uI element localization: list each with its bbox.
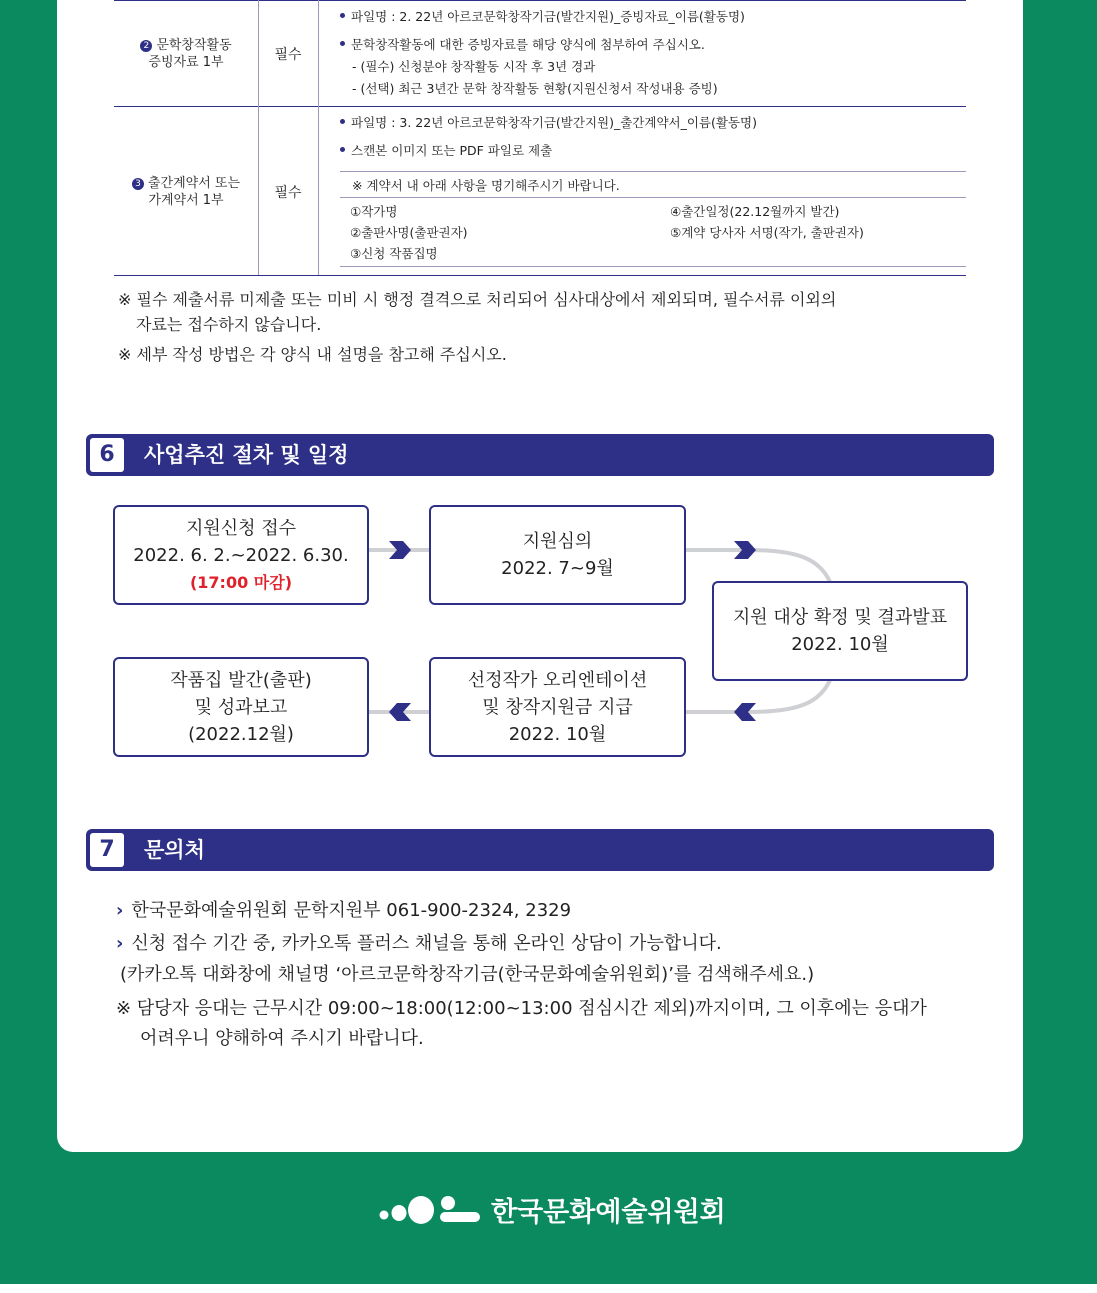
step-publication: 작품집 발간(출판) 및 성과보고 (2022.12월) (113, 657, 369, 757)
step-orientation: 선정작가 오리엔테이션 및 창작지원금 지급 2022. 10월 (429, 657, 686, 757)
contact-note: ※ 담당자 응대는 근무시간 09:00~18:00(12:00~13:00 점심시간 제외)까지이며, 그 이후에는 응대가 (116, 998, 927, 1019)
org-name: 한국문화예술위원회 (491, 1197, 726, 1228)
step-review: 지원심의 2022. 7~9월 (429, 505, 686, 605)
contact-phone: › 한국문화예술위원회 문학지원부 061-900-2324, 2329 (116, 900, 572, 921)
row-3-filename: 파일명 : 3. 22년 아르코문학창작기금(발간지원)_출간계약서_이름(활동명) (340, 114, 757, 131)
row-2-description: 문학창작활동에 대한 증빙자료를 해당 양식에 첨부하여 주십시오. (340, 36, 705, 53)
note-guide: ※ 세부 작성 방법은 각 양식 내 설명을 참고해 주십시오. (118, 345, 507, 364)
contract-item: ④출간일정(22.12월까지 발간) (670, 204, 840, 219)
item-number-badge: 2 (140, 40, 152, 52)
contract-item: ③신청 작품집명 (350, 246, 438, 261)
contact-kakao: › 신청 접수 기간 중, 카카오톡 플러스 채널을 통해 온라인 상담이 가능합니다. (116, 933, 722, 954)
section-7-header (86, 829, 994, 871)
section-number: 7 (90, 833, 124, 867)
table-row-3-name: 3 출간계약서 또는 가계약서 1부 (114, 175, 258, 209)
chevron-right-icon: › (116, 900, 124, 921)
contact-note-cont: 어려우니 양해하여 주시기 바랍니다. (140, 1028, 424, 1049)
section-number: 6 (90, 438, 124, 472)
note-required-docs-cont: 자료는 접수하지 않습니다. (136, 315, 322, 334)
arko-logo-icon (378, 1193, 482, 1227)
chevron-right-icon: › (116, 933, 124, 954)
table-row-2-name: 2 문학창작활동 증빙자료 1부 (114, 37, 258, 71)
connector-curve (748, 550, 830, 582)
step-application: 지원신청 접수 2022. 6. 2.~2022. 6.30. (17:00 마감) (113, 505, 369, 605)
contract-item: ②출판사명(출판권자) (350, 225, 468, 240)
table-row-3-requirement: 필수 (274, 185, 302, 201)
section-title: 사업추진 절차 및 일정 (144, 443, 349, 467)
item-number-badge: 3 (132, 178, 144, 190)
contract-item: ⑤계약 당사자 서명(작가, 출판권자) (670, 225, 864, 240)
contract-item: ①작가명 (350, 204, 398, 219)
contact-kakao-search: (카카오톡 대화창에 채널명 ‘아르코문학창작기금(한국문화예술위원회)’를 검색해주세요.) (120, 964, 815, 985)
step-announcement: 지원 대상 확정 및 결과발표 2022. 10월 (712, 581, 968, 681)
row-2-required-item: - (필수) 신청분야 창작활동 시작 후 3년 경과 (352, 59, 596, 74)
connector-line (686, 548, 748, 552)
contract-note: ※ 계약서 내 아래 사항을 명기해주시기 바랍니다. (352, 178, 620, 193)
connector-curve (748, 680, 830, 712)
row-2-optional-item: - (선택) 최근 3년간 문학 창작활동 현황(지원신청서 작성내용 증빙) (352, 81, 718, 96)
section-title: 문의처 (144, 838, 205, 862)
deadline-note: (17:00 마감) (189, 572, 293, 592)
row-2-filename: 파일명 : 2. 22년 아르코문학창작기금(발간지원)_증빙자료_이름(활동명) (340, 8, 745, 25)
row-3-format: 스캔본 이미지 또는 PDF 파일로 제출 (340, 142, 552, 159)
table-row-2-requirement: 필수 (274, 47, 302, 63)
note-required-docs: ※ 필수 제출서류 미제출 또는 미비 시 행정 결격으로 처리되어 심사대상에서 제외되며, 필수서류 이외의 (118, 290, 837, 309)
